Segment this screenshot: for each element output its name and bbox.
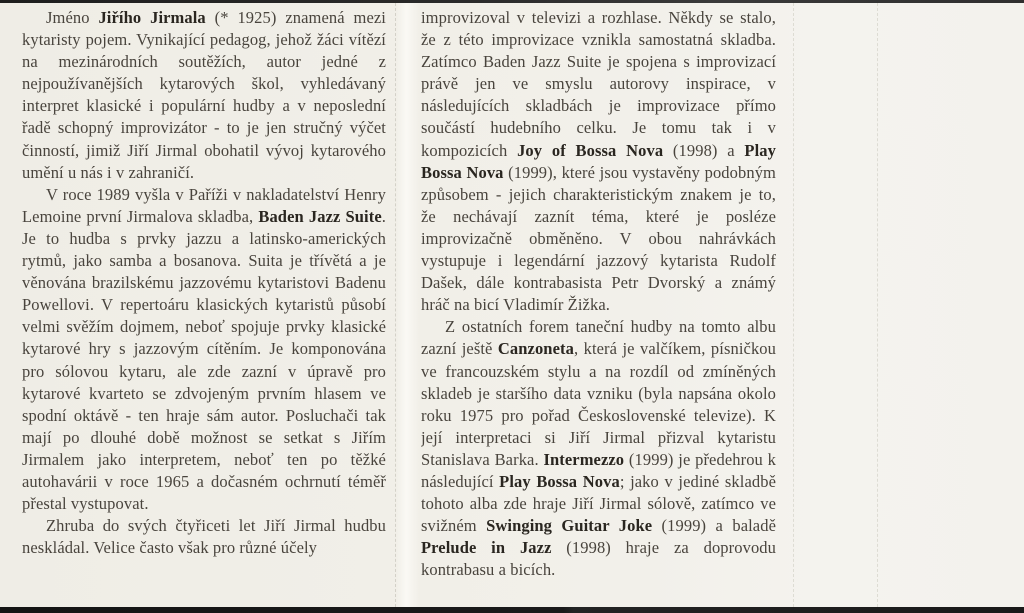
body-text: ; jako v jediné skladbě tohoto alba zde hraje Jiří Jirmal sólově, zatímco ve svižném (421, 471, 776, 536)
scan-top-edge (0, 0, 1024, 3)
text-column-right (421, 7, 776, 607)
body-text: V roce 1989 vyšla v Paříži v nakladatelství Henry Lemoine první Jirmalova skladba, (22, 184, 386, 226)
bold-text: Joy of Bossa Nova (517, 140, 664, 160)
paragraph (421, 7, 776, 316)
text-column-left (22, 7, 386, 607)
bold-text: Baden Jazz Suite (258, 206, 382, 226)
bold-text: Jiřího Jirmala (98, 8, 206, 27)
body-text: (1998) hraje za doprovodu kontrabasu a bicích. (421, 538, 776, 580)
bold-text: Play Bossa Nova (421, 140, 776, 182)
body-text: , která je valčíkem, písničkou ve francouzském stylu a na rozdíl od zmíněných skladeb je staršího data vzniku (byla napsána okolo roku 1975 pro pořad Československé televize). K její interpretaci si Jiří Jirmal přizval kytaristu Stanislava Barka. (421, 339, 776, 469)
paragraph (22, 7, 386, 184)
fold-crease-line (877, 3, 878, 607)
bold-text: Swinging Guitar Joke (486, 516, 653, 536)
body-text: (1998) a (663, 140, 745, 160)
body-text: improvizoval v televizi a rozhlase. Někdy se stalo, že z této improvizace vznikla samostatná skladba. Zatímco Baden Jazz Suite je spojena s improvizací právě jen ve smyslu autorovy inspirace, v následujících skladbách je improvizace přímo součástí hudebního celku. Je tomu tak i v kompozicích (421, 8, 776, 160)
body-text: (1999) a baladě (652, 516, 776, 536)
body-text: . Je to hudba s prvky jazzu a latinsko-amerických rytmů, jako samba a bosanova. Suita je třívětá a je věnována brazilskému jazzovému kytaristovi Badenu Powellovi. V repertoáru klasických kytaristů působí velmi svěžím dojmem, neboť spojuje prvky klasické kytarové hry s jazzovým cítěním. Je komponována pro sólovou kytaru, ale zde zazní v úpravě pro kytarové kvarteto se zdvojeným prvním hlasem ve spodní oktávě - ten hraje sám autor. Posluchači tak mají po dlouhé době možnost se setkat s Jiřím Jirmalem jako interpretem, neboť ten po těžké autohavárii v roce 1965 a dočasném ochrnutí téměř přestal vystupovat. (22, 206, 386, 514)
paragraph (421, 316, 776, 581)
paragraph (22, 515, 386, 559)
fold-crease-line (793, 3, 794, 607)
bold-text: Intermezzo (543, 449, 625, 469)
body-text: Zhruba do svých čtyřiceti let Jiří Jirmal hudbu neskládal. Velice často však pro různé účely (22, 516, 386, 558)
body-text: Jméno (46, 8, 99, 27)
bold-text: Prelude in Jazz (421, 538, 552, 558)
body-text: Z ostatních forem taneční hudby na tomto albu zazní ještě (421, 317, 776, 359)
bold-text: Play Bossa Nova (499, 471, 620, 491)
scan-bottom-edge (0, 607, 1024, 613)
page-fold-gap (395, 3, 419, 607)
body-text: (* 1925) znamená mezi kytaristy pojem. Vynikající pedagog, jehož žáci vítězí na mezinárodních soutěžích, autor jedné z nejpoužívanějších kytarových škol, vyhledávaný interpret klasické i populární hudby a v neposlední řadě schopný improvizátor - to je jen stručný výčet činností, jimiž Jiří Jirmal obohatil vývoj kytarového umění u nás i v zahraničí. (22, 8, 386, 182)
body-text: (1999) je předehrou k následující (421, 449, 776, 491)
body-text: (1999), které jsou vystavěny podobným způsobem - jejich charakteristickým znakem je to, že nechávají zaznít téma, které je posléze improvizačně obměněno. V obou nahrávkách vystupuje i legendární jazzový kytarista Rudolf Dašek, dále kontrabasista Petr Dvorský a známý hráč na bicí Vladimír Žižka. (421, 162, 776, 315)
bold-text: Canzoneta (497, 339, 574, 359)
paragraph (22, 184, 386, 515)
